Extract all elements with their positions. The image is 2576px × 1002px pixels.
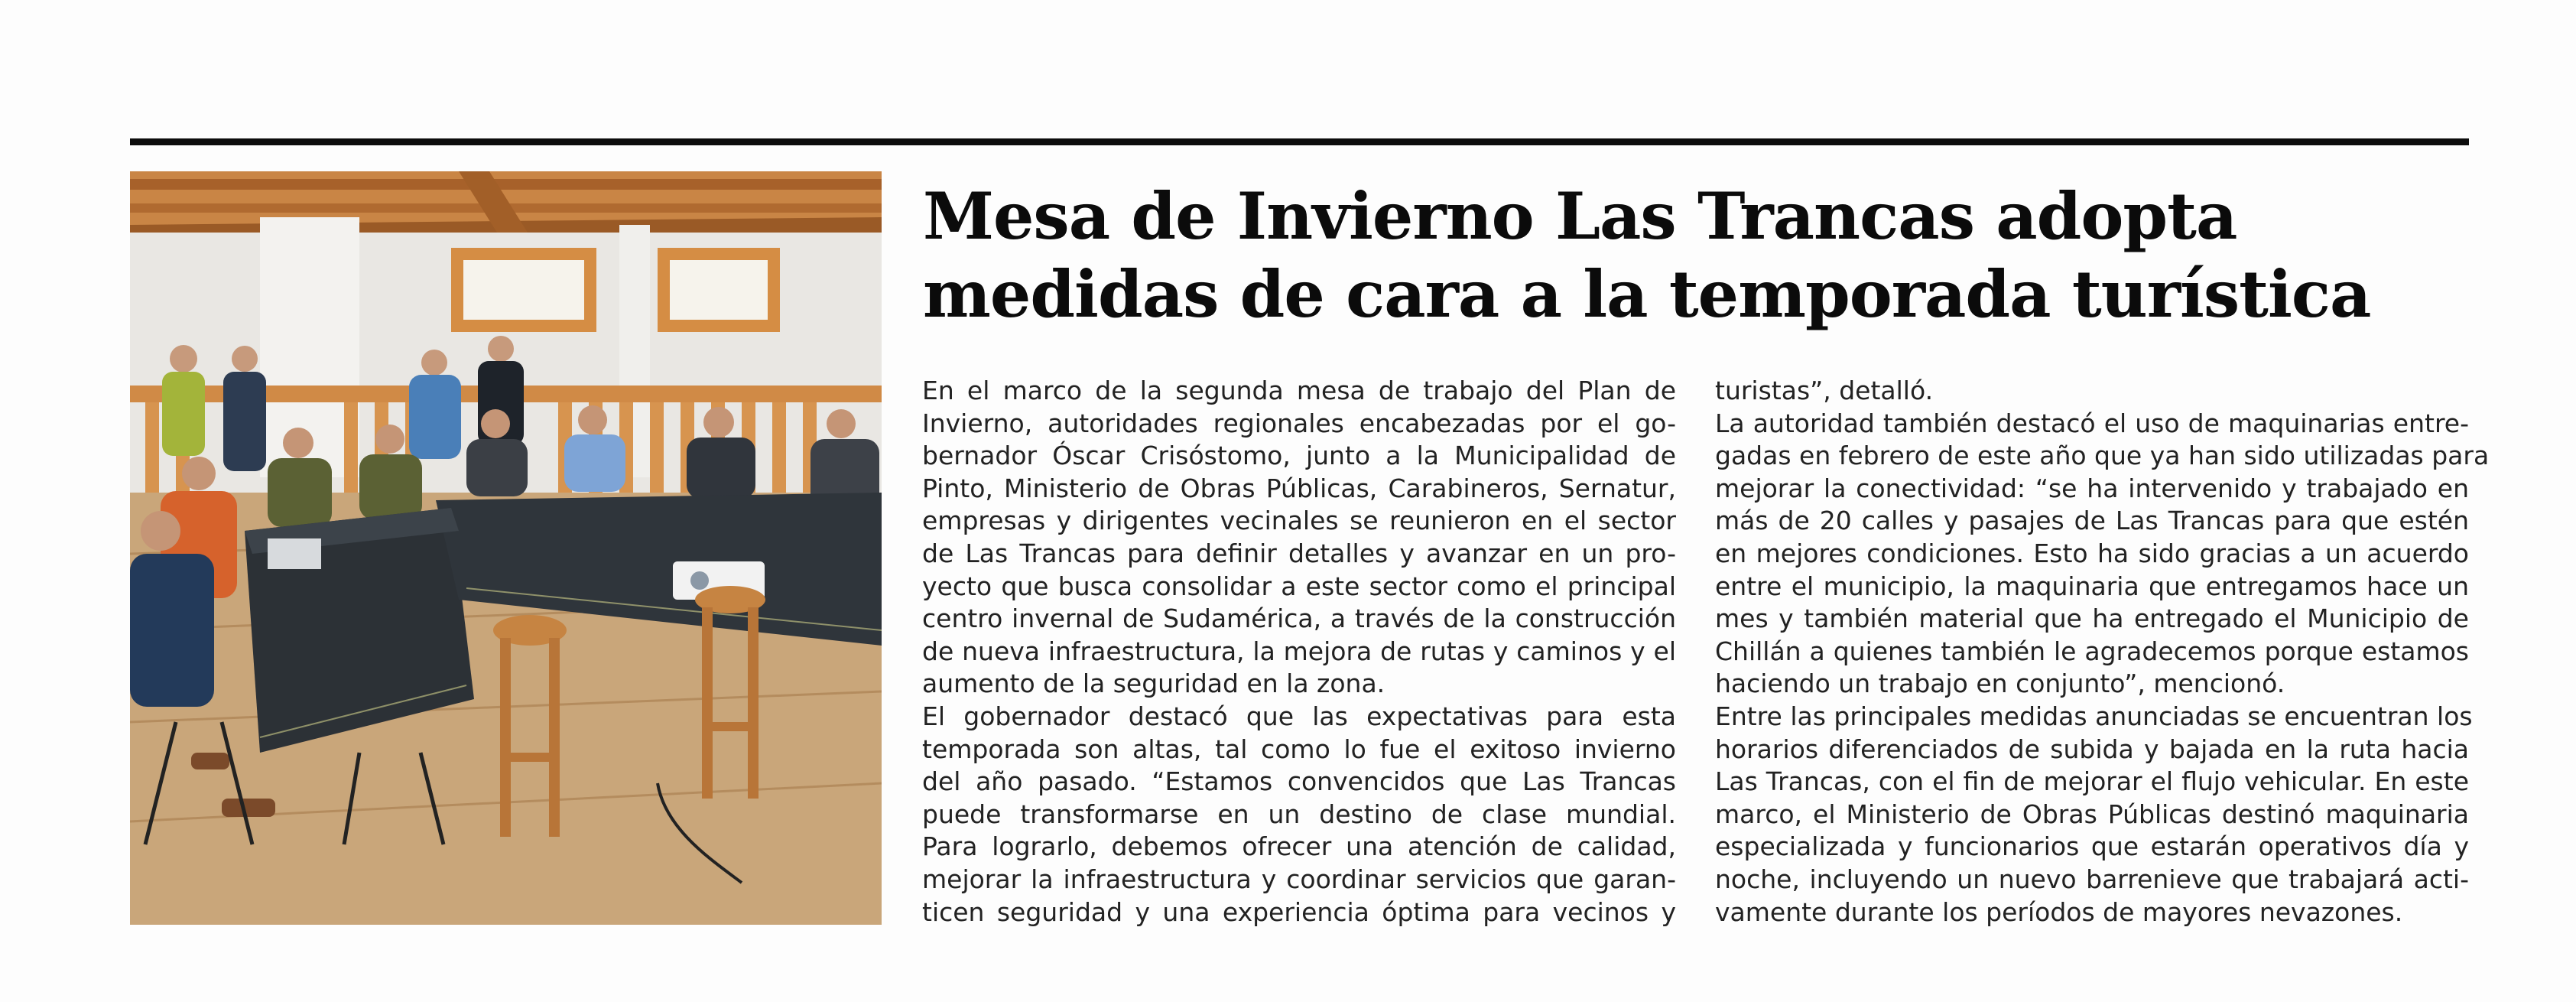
body-text-line: entre el municipio, la maquinaria que entregamos hace un	[1715, 571, 2469, 601]
article-column-1	[922, 375, 1676, 929]
body-text-line: vamente durante los períodos de mayores nevazones.	[1715, 896, 2403, 927]
body-text-line: aumento de la seguridad en la zona.	[922, 669, 1385, 699]
article-column-2	[1715, 375, 2490, 929]
headline-line-2: medidas de cara a la temporada turística	[923, 256, 2371, 332]
body-text-line: empresas y dirigentes vecinales se reunieron en el sector	[922, 506, 1676, 536]
body-text-line: gadas en febrero de este año que ya han sido utilizadas para	[1715, 441, 2490, 471]
body-text-line: bernador Óscar Crisóstomo, junto a la Municipalidad de	[922, 441, 1676, 471]
body-text-line: más de 20 calles y pasajes de Las Trancas para que estén	[1715, 506, 2469, 536]
body-text-line: de nueva infraestructura, la mejora de rutas y caminos y el	[922, 636, 1676, 666]
body-text-line: La autoridad también destacó el uso de maquinarias entre-	[1715, 408, 2469, 438]
body-text-line: haciendo un trabajo en conjunto”, mencionó.	[1715, 669, 2285, 699]
body-text-line: Pinto, Ministerio de Obras Públicas, Carabineros, Sernatur,	[922, 473, 1676, 503]
body-text-line: noche, incluyendo un nuevo barrenieve que trabajará acti-	[1715, 864, 2469, 894]
body-text-line: marco, el Ministerio de Obras Públicas destinó maquinaria	[1715, 799, 2469, 829]
body-text-line: Las Trancas, con el fin de mejorar el flujo vehicular. En este	[1715, 766, 2469, 797]
body-text-line: Chillán a quienes también le agradecemos porque estamos	[1715, 636, 2469, 666]
body-text-line: Invierno, autoridades regionales encabezadas por el go-	[922, 408, 1676, 438]
body-text-line: Entre las principales medidas anunciadas se encuentran los	[1715, 701, 2473, 731]
headline-line-1: Mesa de Invierno Las Trancas adopta	[923, 178, 2237, 254]
body-text-line: mejorar la conectividad: “se ha intervenido y trabajado en	[1715, 473, 2469, 503]
body-text-line: temporada son altas, tal como lo fue el exitoso invierno	[922, 734, 1676, 764]
body-text-line: mes y también material que ha entregado el Municipio de	[1715, 603, 2469, 634]
article-photo	[130, 171, 882, 925]
body-text-line: en mejores condiciones. Esto ha sido gracias a un acuerdo	[1715, 538, 2469, 568]
body-text-line: puede transformarse en un destino de clase mundial.	[922, 799, 1676, 829]
body-text-line: turistas”, detalló.	[1715, 376, 1934, 405]
body-text-line: ticen seguridad y una experiencia óptima para vecinos y	[922, 896, 1676, 927]
body-text-line: yecto que busca consolidar a este sector como el principal	[922, 571, 1676, 601]
body-text-line: mejorar la infraestructura y coordinar servicios que garan-	[922, 864, 1676, 894]
article-headline	[923, 177, 2475, 333]
top-rule	[130, 138, 2469, 145]
body-text-line: El gobernador destacó que las expectativas para esta	[922, 701, 1676, 731]
body-text-line: horarios diferenciados de subida y bajada en la ruta hacia	[1715, 734, 2469, 764]
body-text-line: del año pasado. “Estamos convencidos que Las Trancas	[922, 766, 1676, 797]
body-text-line: centro invernal de Sudamérica, a través de la construcción	[922, 603, 1676, 634]
body-text-line: de Las Trancas para definir detalles y avanzar en un pro-	[922, 538, 1676, 568]
body-text-line: Para lograrlo, debemos ofrecer una atención de calidad,	[922, 831, 1676, 862]
body-text-line: especializada y funcionarios que estarán operativos día y	[1715, 831, 2469, 862]
body-text-line: En el marco de la segunda mesa de trabajo del Plan de	[922, 376, 1676, 405]
